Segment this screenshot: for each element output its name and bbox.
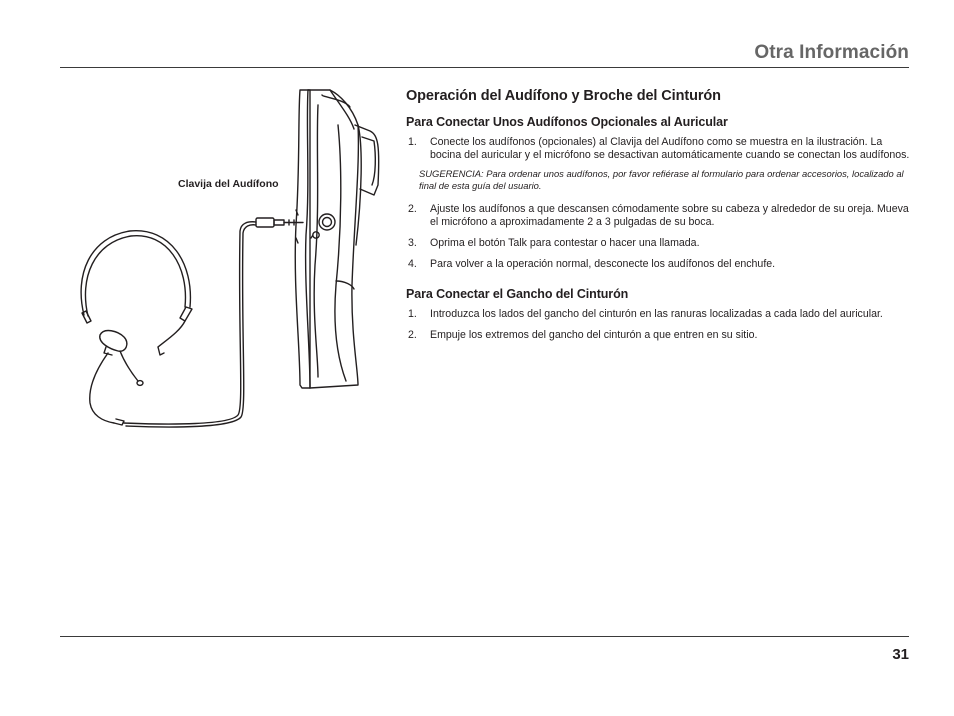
step-number: 1. [408,307,417,320]
section-title: Operación del Audífono y Broche del Cinturón [406,88,721,104]
step-text: Conecte los audífonos (opcionales) al Clavija del Audífono como se muestra en la ilustración. La bocina del auricular y el micrófono se desactivan automáticamente cuando se conectan los audífonos. [430,136,910,162]
list-item [406,237,911,250]
header-rule [60,67,909,68]
belt-clip-steps-list [406,308,911,343]
step-number: 1. [408,136,417,148]
list-item [406,258,911,271]
headset-cord [90,353,114,423]
belt-clip-subsection-title: Para Conectar el Gancho del Cinturón [406,286,629,301]
headset-handset-illustration [60,85,400,435]
left-earpiece-icon [82,311,91,323]
headset-jack-label: Clavija del Audífono [178,178,279,190]
headset-subsection-title: Para Conectar Unos Audífonos Opcionales al Auricular [406,115,728,129]
tip-note: SUGERENCIA: Para ordenar unos audífonos, por favor refiérase al formulario para ordenar accesorios, localizado al final de esta guía del usuario. [419,167,904,192]
step-number: 4. [408,258,417,271]
handset-icon [295,90,378,388]
step-text: Introduzca los lados del gancho del cinturón en las ranuras localizadas a cada lado del auricular. [430,307,883,320]
step-number: 3. [408,237,417,250]
instructions-section [406,88,911,350]
list-item [406,203,911,230]
headset-steps-list [406,136,911,163]
page-header-title: Otra Información [754,42,909,63]
step-text: Ajuste los audífonos a que descansen cómodamente sobre su cabeza y alrededor de su oreja. Mueva el micrófono a aproximadamente 2 a 3 pulgadas de su boca. [430,202,909,228]
step-text: Para volver a la operación normal, desconecte los audífonos del enchufe. [430,258,776,271]
list-item [406,329,911,342]
step-number: 2. [408,202,417,215]
list-item [406,308,911,321]
step-number: 2. [408,329,417,342]
step-text: Oprima el botón Talk para contestar o hacer una llamada. [430,237,700,250]
page-number: 31 [892,646,909,663]
footer-rule [60,636,909,637]
right-earpiece-icon [180,307,192,321]
list-item [406,136,911,163]
headset-jack-icon [319,214,335,230]
headset-steps-list-continued [406,203,911,272]
headband-icon [81,231,190,316]
step-text: Empuje los extremos del gancho del cinturón a que entren en su sitio. [430,329,758,342]
mic-capsule-icon [100,331,127,355]
